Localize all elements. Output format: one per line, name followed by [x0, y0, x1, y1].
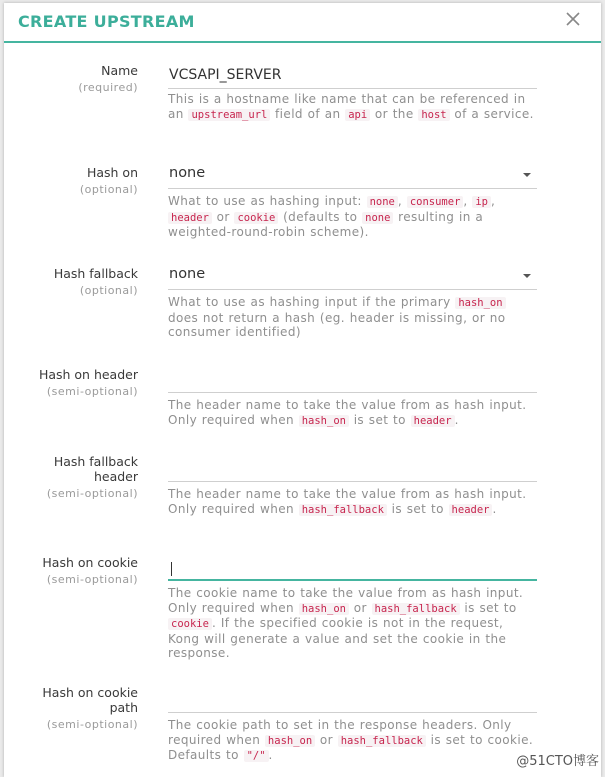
hash-fallback-help: What to use as hashing input if the primary hash_on does not return a hash (eg. header is missing, or no consumer identified) [168, 295, 506, 340]
hash-on-optional-hint: (optional) [79, 183, 138, 196]
hash-on-cookie-input[interactable] [168, 553, 537, 581]
hash-fallback-selected-value: none [169, 266, 206, 282]
modal-title: CREATE UPSTREAM [18, 12, 195, 31]
chevron-down-icon [523, 274, 531, 278]
hash-on-cookie-path-help: The cookie path to set in the response headers. Only required when hash_on or hash_fallback is set to cookie. Defaults to "/" . [168, 718, 534, 763]
hash-fallback-select[interactable] [168, 262, 537, 290]
create-upstream-modal [4, 3, 601, 777]
watermark: @51CTO博客 [516, 754, 599, 769]
hash-on-cookie-path-input[interactable] [168, 685, 537, 713]
name-label-group [4, 63, 138, 95]
hash-on-cookie-help: The cookie name to take the value from as hash input. Only required when hash_on or hash_fallback is set to cookie . If the specified cookie is not in the request, Kong will generate a value and set the cookie in the response. [168, 586, 524, 661]
hash-on-header-input[interactable] [168, 365, 537, 393]
hash-on-select[interactable] [168, 161, 537, 189]
hash-fallback-header-label-line2: header [93, 469, 138, 484]
hash-fallback-header-input[interactable] [168, 454, 537, 482]
hash-on-header-help: The header name to take the value from as hash input. Only required when hash_on is set to header . [168, 398, 527, 427]
hash-fallback-label: Hash fallback [53, 266, 138, 281]
hash-fallback-header-label-line1: Hash fallback [53, 454, 138, 469]
chevron-down-icon [523, 173, 531, 177]
hash-fallback-header-help: The header name to take the value from as hash input. Only required when hash_fallback is set to header . [168, 487, 527, 516]
close-icon [565, 11, 581, 27]
name-required-hint: (required) [78, 81, 138, 94]
hash-on-header-hint: (semi-optional) [46, 385, 138, 398]
hash-fallback-header-hint: (semi-optional) [46, 487, 138, 500]
modal-header [4, 3, 601, 43]
hash-on-header-label: Hash on header [38, 367, 138, 382]
name-input[interactable] [168, 61, 537, 89]
text-cursor [171, 562, 172, 576]
hash-on-selected-value: none [169, 165, 206, 181]
name-label: Name [101, 63, 138, 78]
hash-on-cookie-path-hint: (semi-optional) [46, 718, 138, 731]
hash-on-help: What to use as hashing input: none , consumer , ip , header or cookie (defaults to none resulting in a weighted-round-robin scheme). [168, 194, 496, 240]
hash-fallback-optional-hint: (optional) [79, 284, 138, 297]
name-help: This is a hostname like name that can be referenced in an upstream_url field of an api or the host of a service. [168, 92, 534, 121]
hash-on-cookie-path-label-line1: Hash on cookie [42, 685, 138, 700]
hash-on-cookie-path-label-line2: path [109, 700, 138, 715]
hash-on-cookie-label: Hash on cookie [42, 555, 138, 570]
hash-on-label: Hash on [86, 165, 138, 180]
hash-on-cookie-hint: (semi-optional) [46, 573, 138, 586]
close-button[interactable] [563, 9, 583, 29]
